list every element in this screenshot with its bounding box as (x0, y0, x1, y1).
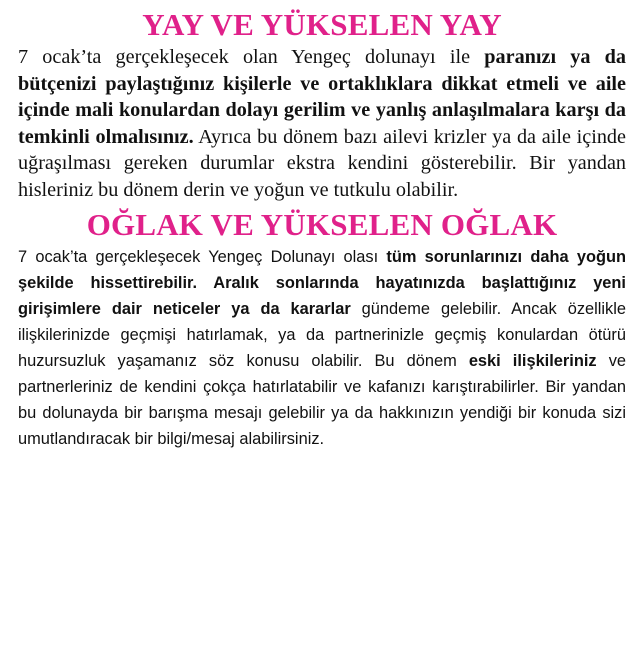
paragraph-segment: 7 ocak’ta gerçekleşecek olan Yengeç dolunayı ile (18, 46, 485, 68)
section-paragraph-yay (18, 44, 626, 204)
paragraph-segment: Ayrıca bu dönem bazı ailevi krizler ya da aile içinde uğraşılması gereken durumlar ekstra kendini gösterebilir. Bir yandan hisleriniz bu dönem derin ve yoğun ve tutkulu olabilir. (18, 125, 626, 201)
paragraph-segment: gündeme gelebilir. Ancak özellikle ilişkilerinizde geçmişi hatırlamak, ya da partnerinizle geçmiş konulardan ötürü huzursuzluk yaşamanız söz konusu olabilir. Bu dönem (18, 299, 627, 370)
paragraph-segment: ve partnerleriniz de kendini çokça hatırlatabilir ve kafanızı karıştırabilirler. Bir yandan bu dolunayda bir barışma mesajı gelebilir ya da hakkınızın yendiği bir konuda sizi umutlandıracak bir bilgi/mesaj alabilirsiniz. (18, 351, 626, 448)
paragraph-segment-bold: tüm sorunlarınızı daha yoğun şekilde hissettirebilir. Aralık sonlarında hayatınızda başlattığınız yeni girişimlere dair neticeler ya da kararlar (18, 247, 626, 318)
section-title-yay: YAY VE YÜKSELEN YAY (142, 7, 502, 42)
paragraph-segment-bold: eski ilişkileriniz (468, 351, 597, 370)
paragraph-segment: 7 ocak’ta gerçekleşecek Yengeç Dolunayı olası (18, 247, 387, 266)
section-yay (18, 6, 626, 204)
paragraph-segment-bold: paranızı ya da bütçenizi paylaştığınız kişilerle ve ortaklıklara dikkat etmeli ve aile içinde mali konulardan dolayı gerilim ve yanlış anlaşılmalara karşı da temkinli olmalısınız. (18, 46, 626, 148)
section-oglak (18, 206, 626, 452)
section-paragraph-oglak (18, 244, 626, 452)
section-title-oglak: OĞLAK VE YÜKSELEN OĞLAK (86, 206, 558, 242)
